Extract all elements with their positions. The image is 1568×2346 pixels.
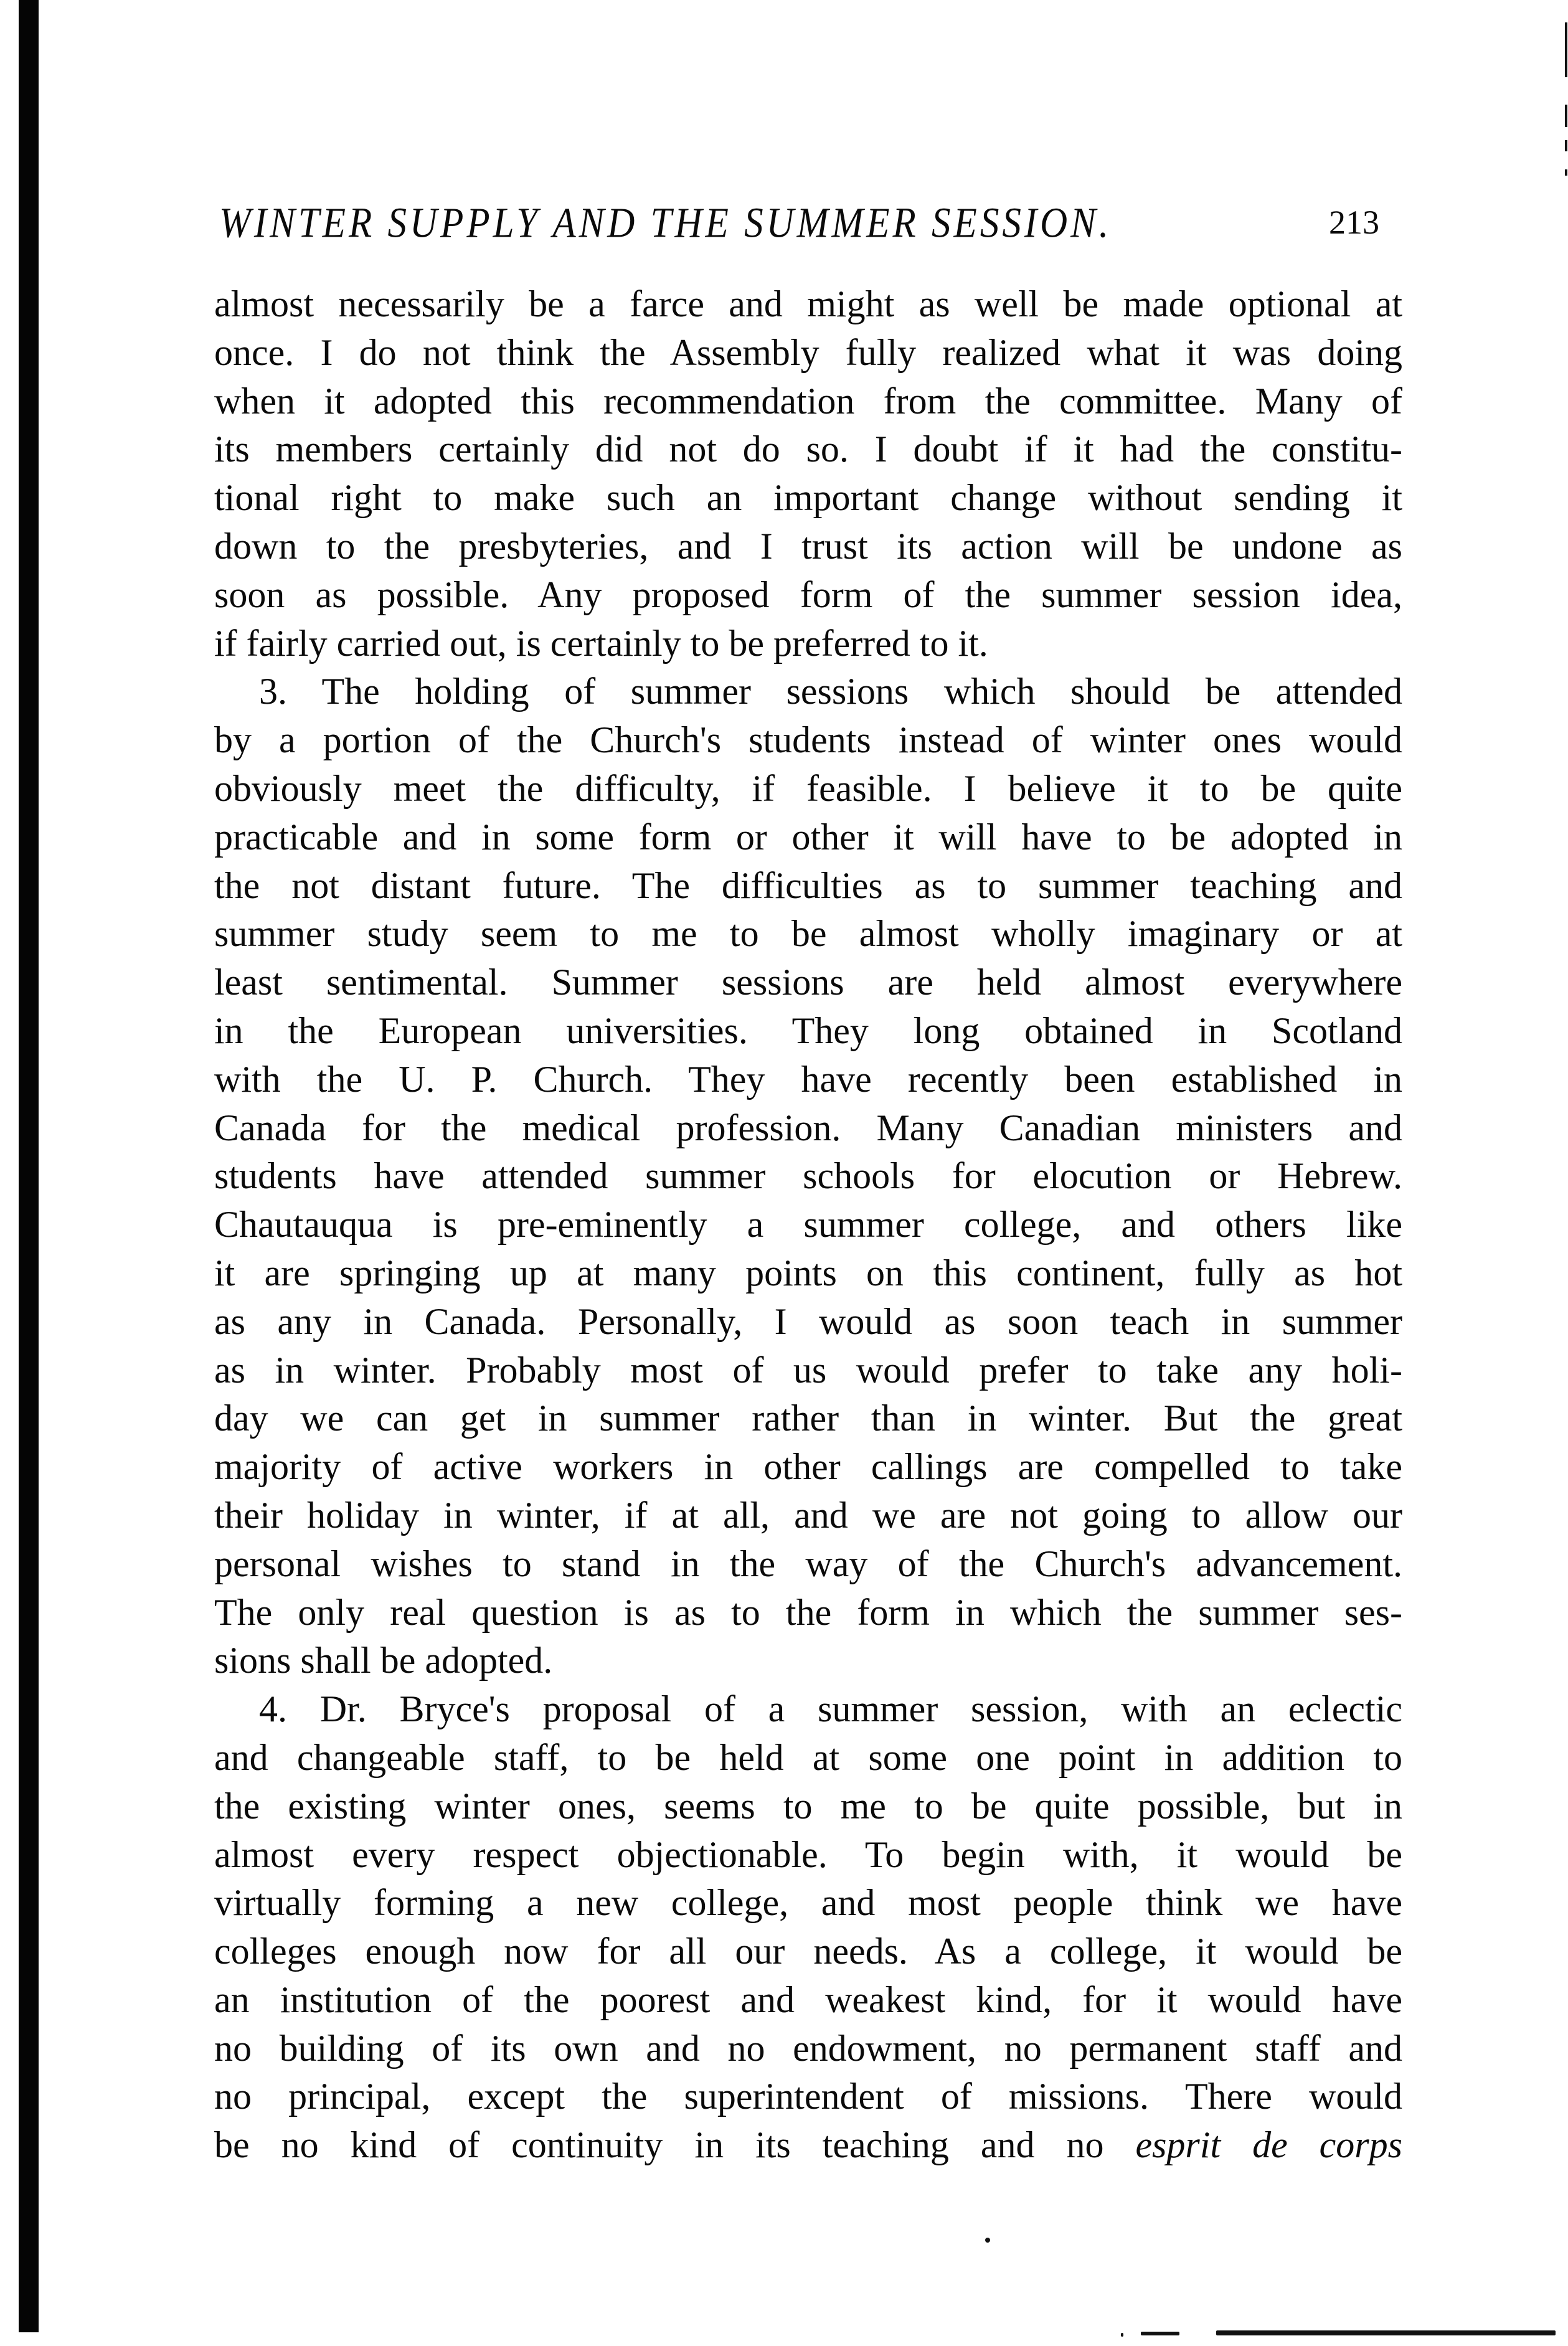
text-line: its members certainly did not do so. I doubt if it had the constitu- (214, 428, 1402, 470)
text-line: in the European universities. They long obtained in Scotland (214, 1010, 1402, 1051)
running-head-title: WINTER SUPPLY AND THE SUMMER SESSION. (219, 200, 1112, 247)
text-line: their holiday in winter, if at all, and we are not going to allow our (214, 1494, 1402, 1536)
text-line: least sentimental. Summer sessions are held almost everywhere (214, 962, 1402, 1003)
scan-edge-artifact (1565, 105, 1567, 127)
final-line-italic-phrase: esprit de corps (1135, 2124, 1402, 2166)
scan-edge-artifact (1565, 22, 1567, 77)
text-line: Chautauqua is pre-eminently a summer college, and others like (214, 1204, 1402, 1246)
scan-edge-artifact (1565, 169, 1567, 176)
text-line: as any in Canada. Personally, I would as soon teach in summer (214, 1300, 1402, 1342)
text-line: obviously meet the difficulty, if feasible. I believe it to be quite (214, 767, 1402, 809)
scan-bottom-artifact (1141, 2332, 1179, 2335)
text-line: almost every respect objectionable. To begin with, it would be (214, 1833, 1402, 1875)
text-line: students have attended summer schools for elocution or Hebrew. (214, 1155, 1402, 1197)
text-line: summer study seem to me to be almost wholly imaginary or at (214, 913, 1402, 955)
text-line: practicable and in some form or other it will have to be adopted in (214, 816, 1402, 858)
body-text (214, 280, 1402, 2170)
text-line: tional right to make such an important change without sending it (214, 477, 1402, 519)
text-line: soon as possible. Any proposed form of the summer session idea, (214, 574, 1402, 615)
scan-bottom-artifact (1216, 2330, 1556, 2335)
text-line: virtually forming a new college, and most people think we have (214, 1882, 1402, 1924)
text-line: the not distant future. The difficulties as to summer teaching and (214, 864, 1402, 906)
text-line: no building of its own and no endowment, no permanent staff and (214, 2027, 1402, 2069)
text-line: colleges enough now for all our needs. As a college, it would be (214, 1931, 1402, 1972)
text-line: Canada for the medical profession. Many Canadian ministers and (214, 1107, 1402, 1148)
final-text-line (214, 2121, 1402, 2170)
text-line: day we can get in summer rather than in winter. But the great (214, 1398, 1402, 1439)
final-line-roman: be no kind of continuity in its teaching and no (214, 2124, 1104, 2166)
text-line: down to the presbyteries, and I trust its action will be undone as (214, 525, 1402, 567)
scan-binding-edge (19, 0, 39, 2332)
scan-edge-artifact (1565, 140, 1567, 151)
text-line: majority of active workers in other callings are compelled to take (214, 1446, 1402, 1488)
paragraph-3-start-line: 3. The holding of summer sessions which should be attended (259, 671, 1402, 712)
text-line: an institution of the poorest and weakest kind, for it would have (214, 1979, 1402, 2020)
text-line: as in winter. Probably most of us would prefer to take any holi- (214, 1349, 1402, 1391)
text-line: almost necessarily be a farce and might as well be made optional at (214, 283, 1402, 324)
text-line: it are springing up at many points on this continent, fully as hot (214, 1252, 1402, 1294)
text-line: The only real question is as to the form in which the summer ses- (214, 1591, 1402, 1633)
text-line: when it adopted this recommendation from the committee. Many of (214, 380, 1402, 422)
running-head (219, 187, 1402, 249)
text-line: personal wishes to stand in the way of the Church's advancement. (214, 1543, 1402, 1584)
text-line: by a portion of the Church's students instead of winter ones would (214, 719, 1402, 761)
scan-bottom-artifact (1121, 2333, 1123, 2337)
text-line: the existing winter ones, seems to me to be quite possible, but in (214, 1785, 1402, 1827)
text-line: with the U. P. Church. They have recently been established in (214, 1058, 1402, 1100)
paragraph-end-line: sions shall be adopted. (214, 1640, 553, 1681)
scan-speck (985, 2238, 990, 2243)
text-line: once. I do not think the Assembly fully realized what it was doing (214, 331, 1402, 373)
paragraph-end-line: if fairly carried out, is certainly to be preferred to it. (214, 622, 988, 664)
text-line: no principal, except the superintendent of missions. There would (214, 2076, 1402, 2117)
paragraph-4-start-line: 4. Dr. Bryce's proposal of a summer session, with an eclectic (259, 1688, 1402, 1730)
page-number: 213 (1329, 204, 1379, 241)
text-line: and changeable staff, to be held at some one point in addition to (214, 1736, 1402, 1778)
